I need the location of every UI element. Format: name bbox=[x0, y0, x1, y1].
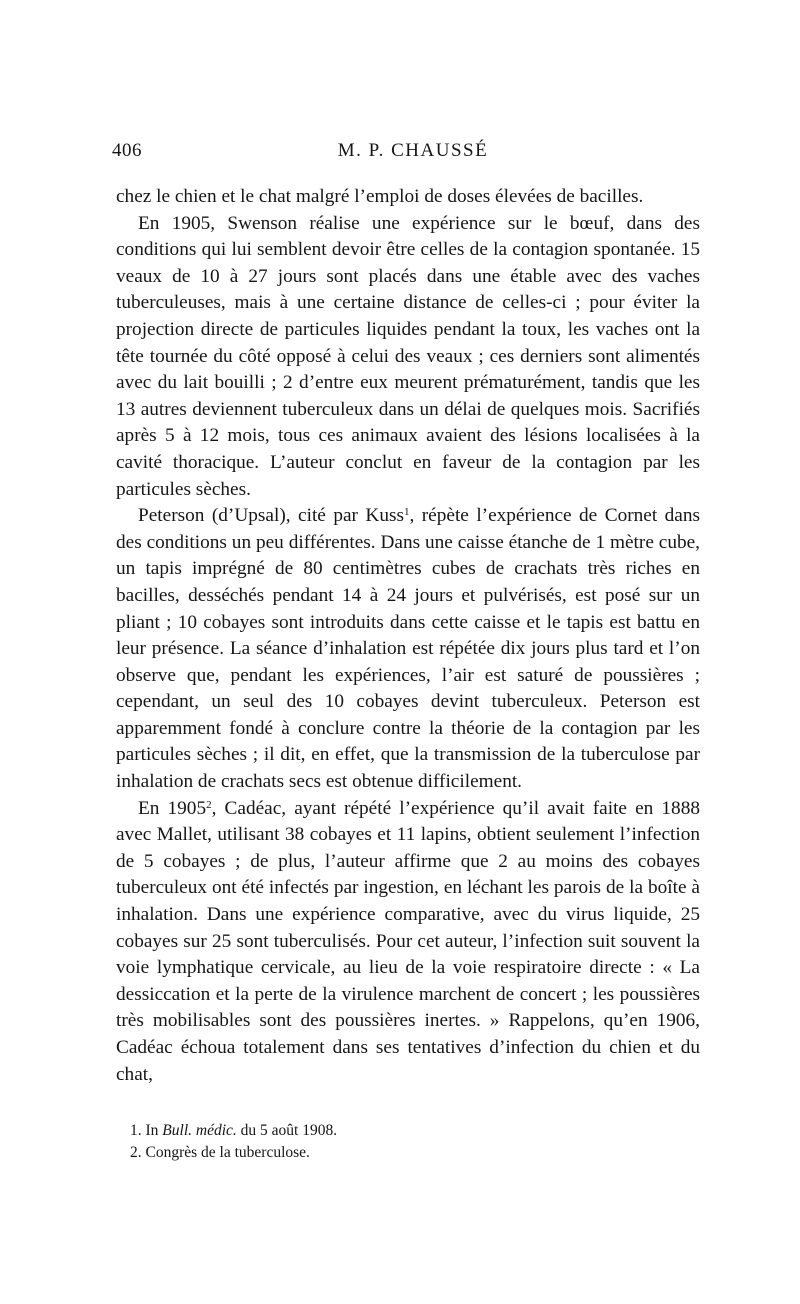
paragraph-text: En 1905 bbox=[138, 797, 207, 819]
footnote-number: 1. bbox=[130, 1122, 142, 1139]
footnote-text: du 5 août 1908. bbox=[236, 1122, 338, 1139]
paragraph-text: , répète l’expérience de Cornet dans des conditions un peu différentes. Dans une caisse étanche de 1 mètre cube, un tapis imprégné de 80 centimètres cubes de crachats très riches en bacilles, desséchés pendant 14 à 24 jours et pulvérisés, est posé sur un pliant ; 10 cobayes sont introduits dans cette caisse et le tapis est battu en leur présence. La séance d’inhalation est répétée dix jours plus tard et l’on observe que, pendant les expériences, l’air est saturé de poussières ; cependant, un seul des 10 cobayes devint tuberculeux. Peterson est apparemment fondé à conclure contre la théorie de la contagion par les particules sèches ; il dit, en effet, que la transmission de la tuberculose par inhalation de crachats secs est obtenue difficilement. bbox=[116, 505, 700, 793]
paragraph-text: En 1905, Swenson réalise une expérience sur le bœuf, dans des conditions qui lui semblent devoir être celles de la contagion spontanée. 15 veaux de 10 à 27 jours sont placés dans une étable avec des vaches tuberculeuses, mais à une certaine distance de celles-ci ; pour éviter la projection directe de particules liquides pendant la toux, les vaches ont la tête tournée du côté opposé à celui des veaux ; ces derniers sont alimentés avec du lait bouilli ; 2 d’entre eux meurent prématurément, tandis que les 13 autres deviennent tuberculeux dans un délai de quelques mois. Sacrifiés après 5 à 12 mois, tous ces animaux avaient des lésions localisées à la cavité thoracique. L’auteur conclut en faveur de la contagion par les particules sèches. bbox=[116, 212, 700, 500]
body-text bbox=[116, 184, 700, 1088]
paragraph-text: , Cadéac, ayant répété l’expérience qu’il avait faite en 1888 avec Mallet, utilisant 38 cobayes et 11 lapins, obtient seulement l’infection de 5 cobayes ; de plus, l’auteur affirme que 2 au moins des cobayes tuberculeux ont été infectés par ingestion, en léchant les parois de la boîte à inhalation. Dans une expérience comparative, avec du virus liquide, 25 cobayes sur 25 sont tuberculisés. Pour cet auteur, l’infection suit souvent la voie lymphatique cervicale, au lieu de la voie respiratoire directe : « La dessiccation et la perte de la virulence marchent de concert ; les poussières très mobilisables sont des poussières inertes. » Rappelons, qu’en 1906, Cadéac échoua totalement dans ses tentatives d’infection du chien et du chat, bbox=[116, 797, 700, 1085]
paragraph-text: chez le chien et le chat malgré l’emploi de doses élevées de bacilles. bbox=[116, 186, 644, 207]
running-head: M. P. CHAUSSÉ bbox=[337, 140, 489, 161]
page-header bbox=[112, 140, 700, 170]
footnote-1 bbox=[130, 1120, 337, 1142]
page-number: 406 bbox=[112, 140, 142, 161]
paragraph-swenson bbox=[116, 211, 700, 504]
footnote-number: 2. bbox=[130, 1144, 142, 1161]
footnote-ref-1: 1 bbox=[403, 506, 410, 519]
footnote-prefix: In bbox=[145, 1122, 163, 1139]
footnote-text: Congrès de la tuberculose. bbox=[145, 1144, 310, 1161]
paragraph-cadeac bbox=[116, 796, 700, 1089]
footnotes bbox=[130, 1120, 337, 1164]
footnote-2 bbox=[130, 1142, 337, 1164]
footnote-journal: Bull. médic. bbox=[162, 1122, 237, 1139]
paragraph-text: Peterson (d’Upsal), cité par Kuss bbox=[138, 505, 404, 527]
paragraph-continuation bbox=[116, 184, 700, 211]
footnote-ref-2: 2 bbox=[206, 798, 212, 811]
book-page bbox=[112, 140, 700, 1088]
paragraph-peterson bbox=[116, 503, 700, 796]
